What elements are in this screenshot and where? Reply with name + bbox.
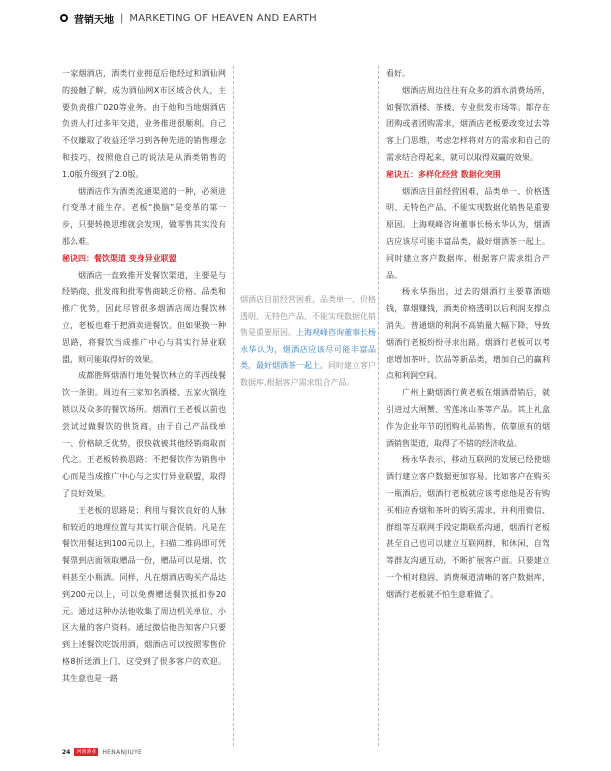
paragraph: 杨永华指出，过去的烟酒行主要靠酒烟钱，靠烟赚钱，酒类价格透明以后利润支撑点消失。普通烟的利润不高销量大幅下降，导致烟酒行老板纷纷寻求出路。烟酒行老板可以考虑增加茶叶、饮品等新品类，增加自己的赢利点和利润空间。: [386, 287, 550, 381]
paragraph: 烟酒店目前经营困难，品类单一、价格透明、无特色产品、不能实现数据化销售是重要原因。上海观峰咨询董事长杨永华认为，烟酒店应该尽可能丰富品类，最好烟酒茶一起上。同时建立客户数据库，根据客户需求组合产品。: [386, 186, 550, 280]
column-right: [386, 66, 550, 604]
column-divider: [233, 66, 234, 746]
paragraph: 烟酒店作为酒类流通渠道的一种，必须进行变革才能生存。老板“换脑”是变革的第一步，只要转换思维就会发现，做零售其实没有那么难。: [62, 186, 226, 246]
magazine-badge: 河南酒业: [76, 749, 97, 755]
section-heading: 秘诀四：餐饮渠道 变身异业联盟: [62, 253, 177, 263]
pull-quote-highlight: 上海观峰咨询董事长杨永华认为，烟酒店应该尽可能丰富品类，最好烟酒茶一起上。: [240, 328, 376, 371]
paragraph: 王老板的思路是：利用与餐饮良好的人脉和较近的地理位置与其实行联合促销。凡是在餐饮用餐达到100元以上，扫描二维码即可凭餐票到店面领取赠品一份，赠品可以是烟、饮料甚至小瓶酒。同样，凡在烟酒店购买产品达到200元以上，可以免费赠送餐饮抵扣券20元。通过这种办法他收集了周边机关单位、小区大量的客户资料。通过微信他告知客户只要到上述餐饮吃饭用酒，烟酒店可以按照零售价格8折送酒上门，这受到了很多客户的欢迎。其生意也是一路: [62, 505, 226, 683]
section-english-title: MARKETING OF HEAVEN AND EARTH: [129, 12, 317, 24]
magazine-label: HENANJIUYE: [102, 748, 143, 756]
paragraph: 成都胜辉烟酒行地处餐饮林立的羊西线餐饮一条街。周边有三家知名酒楼、五家火锅连锁以及众多的餐饮场所。烟酒行王老板以前也尝试过做餐饮的供货商，由于自己产品线单一、价格缺乏优势，很快就被其他经销商取而代之。王老板转换思路：不把餐饮作为销售中心而是当成推广中心与之实行异业联盟，取得了良好效果。: [62, 371, 226, 498]
paragraph: 看好。: [386, 69, 410, 78]
pull-quote-text: 烟酒店目前经营困难，品类单一、价格透明、无特色产品、不能实现数据化销售是重要原因。: [240, 295, 376, 338]
header-separator: |: [120, 12, 124, 24]
column-left: [62, 66, 226, 687]
pull-quote-text: 同时建立客户数据库,根据客户需求组合产品。: [240, 361, 376, 387]
paragraph: 烟酒店周边往往有众多的酒水消费场所，如餐饮酒楼、茶楼、专业批发市场等。都存在团购或者团购需求，烟酒店老板要改变过去等客上门思维，考虑怎样将对方的需求和自己的需求结合得起来，就可以取得双赢的效果。: [386, 85, 550, 162]
page-header: [60, 9, 560, 27]
bullet-icon: [60, 14, 68, 22]
page-footer: [62, 747, 142, 757]
paragraph: 杨永华表示，移动互联网的发展已经使烟酒行建立客户数据更加容易。比如客户在购买一瓶酒后，烟酒行老板就应该考虑他是否有购买相应香烟和茶叶的购买需求，并利用微信、群组等互联网手段定期联系沟通，烟酒行老板甚至自己也可以建立互联网群，和休闲、自驾等群友沟通互动，不断扩展客户面。只要建立一个相对稳固、消费频道清晰的客户数据库，烟酒行老板就不怕生意难做了。: [386, 455, 550, 599]
page-number: 24: [62, 748, 71, 756]
section-brand: 营销天地: [74, 14, 114, 26]
section-heading: 秘诀五：多样化经营 数据化突围: [386, 169, 501, 179]
pull-quote: [240, 292, 376, 392]
paragraph: 烟酒店一直致推开发餐饮渠道，主要是与经销商、批发商和批零售商缺乏价格、品类和推广优势，因此尽管很多烟酒店周边餐饮林立，老板也难于把酒卖进餐饮。但如果换一种思路，将餐饮当成推广中心与其实行异业联盟，则可能取得好的效果。: [62, 270, 226, 364]
paragraph: 一家烟酒店，酒类行业拥趸后他经过和酒仙网的接触了解，成为酒仙网X市区域合伙人，主要负责推广020等业务。由于他和当地烟酒店负责人打过多年交道，业务推进很顺利。自己不仅赚取了收益还学习到各种先进的销售理念和技巧，按照他自己的说法是从酒类销售的1.0版升级到了2.0版。: [62, 69, 226, 179]
column-divider: [378, 66, 379, 746]
paragraph: 广州上勤烟酒行黄老板在烟酒滑销后，就引进过大闸蟹、雪莲冰山茶等产品。其上礼盒作为企业年节的团购礼品销售，依靠原有的烟酒销售渠道，取得了不错的经济收益。: [386, 388, 550, 448]
